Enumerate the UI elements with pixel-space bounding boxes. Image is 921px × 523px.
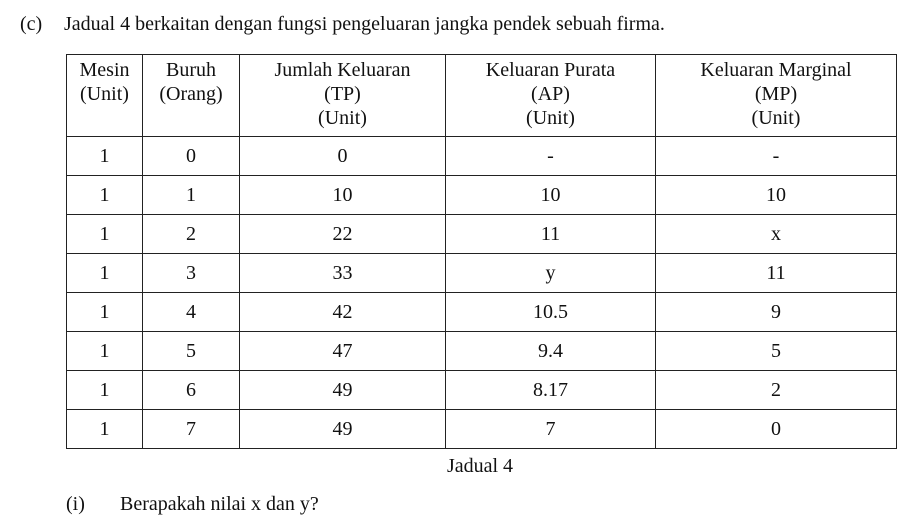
table-row <box>67 137 897 176</box>
header-line: (Orang) <box>159 83 223 105</box>
header-keluaran-marginal <box>656 55 897 137</box>
cell-tp: 33 <box>240 254 446 293</box>
cell-tp: 0 <box>240 137 446 176</box>
cell-mesin: 1 <box>67 410 143 449</box>
question-text: Jadual 4 berkaitan dengan fungsi pengeluaran jangka pendek sebuah firma. <box>64 13 665 35</box>
cell-ap: 8.17 <box>446 371 656 410</box>
cell-ap: 9.4 <box>446 332 656 371</box>
subquestion-text: Berapakah nilai x dan y? <box>120 493 319 515</box>
cell-mesin: 1 <box>67 293 143 332</box>
cell-buruh: 6 <box>143 371 240 410</box>
header-line: Keluaran Marginal <box>700 59 852 81</box>
cell-mp: 10 <box>656 176 897 215</box>
cell-mesin: 1 <box>67 254 143 293</box>
table-row <box>67 371 897 410</box>
table-caption: Jadual 4 <box>446 455 514 477</box>
cell-mp: 5 <box>656 332 897 371</box>
header-line: Keluaran Purata <box>485 59 616 81</box>
cell-ap: 10 <box>446 176 656 215</box>
cell-tp: 47 <box>240 332 446 371</box>
cell-buruh: 0 <box>143 137 240 176</box>
header-line: (Unit) <box>751 107 801 129</box>
header-line: (Unit) <box>526 107 575 129</box>
cell-mp: 2 <box>656 371 897 410</box>
cell-tp: 22 <box>240 215 446 254</box>
table-row <box>67 176 897 215</box>
table-body <box>67 137 897 449</box>
cell-mp: 0 <box>656 410 897 449</box>
header-line: (Unit) <box>318 107 367 129</box>
cell-buruh: 3 <box>143 254 240 293</box>
cell-ap: 11 <box>446 215 656 254</box>
cell-tp: 49 <box>240 371 446 410</box>
cell-ap: y <box>446 254 656 293</box>
cell-ap: 10.5 <box>446 293 656 332</box>
header-line: (AP) <box>531 83 570 105</box>
cell-ap: 7 <box>446 410 656 449</box>
cell-buruh: 1 <box>143 176 240 215</box>
cell-mp: 9 <box>656 293 897 332</box>
cell-tp: 42 <box>240 293 446 332</box>
cell-buruh: 5 <box>143 332 240 371</box>
header-line: (Unit) <box>80 83 129 105</box>
cell-mesin: 1 <box>67 332 143 371</box>
header-line: Buruh <box>166 59 216 81</box>
subquestion-label: (i) <box>66 493 85 515</box>
cell-mesin: 1 <box>67 215 143 254</box>
table-row <box>67 215 897 254</box>
header-mesin <box>67 55 143 137</box>
table-header-row <box>67 55 897 137</box>
header-buruh <box>143 55 240 137</box>
header-jumlah-keluaran <box>240 55 446 137</box>
cell-buruh: 2 <box>143 215 240 254</box>
cell-tp: 49 <box>240 410 446 449</box>
table-row <box>67 410 897 449</box>
header-line: (MP) <box>754 83 798 105</box>
cell-mesin: 1 <box>67 137 143 176</box>
cell-mp: - <box>656 137 897 176</box>
cell-mp: 11 <box>656 254 897 293</box>
header-line: Jumlah Keluaran <box>274 59 411 81</box>
cell-buruh: 4 <box>143 293 240 332</box>
header-line: Mesin <box>79 59 130 81</box>
table-row <box>67 293 897 332</box>
table-row <box>67 254 897 293</box>
cell-tp: 10 <box>240 176 446 215</box>
table-row <box>67 332 897 371</box>
production-table <box>66 54 897 449</box>
header-keluaran-purata <box>446 55 656 137</box>
cell-mp: x <box>656 215 897 254</box>
cell-mesin: 1 <box>67 371 143 410</box>
cell-ap: - <box>446 137 656 176</box>
cell-mesin: 1 <box>67 176 143 215</box>
question-label: (c) <box>20 13 43 35</box>
cell-buruh: 7 <box>143 410 240 449</box>
header-line: (TP) <box>324 83 361 105</box>
